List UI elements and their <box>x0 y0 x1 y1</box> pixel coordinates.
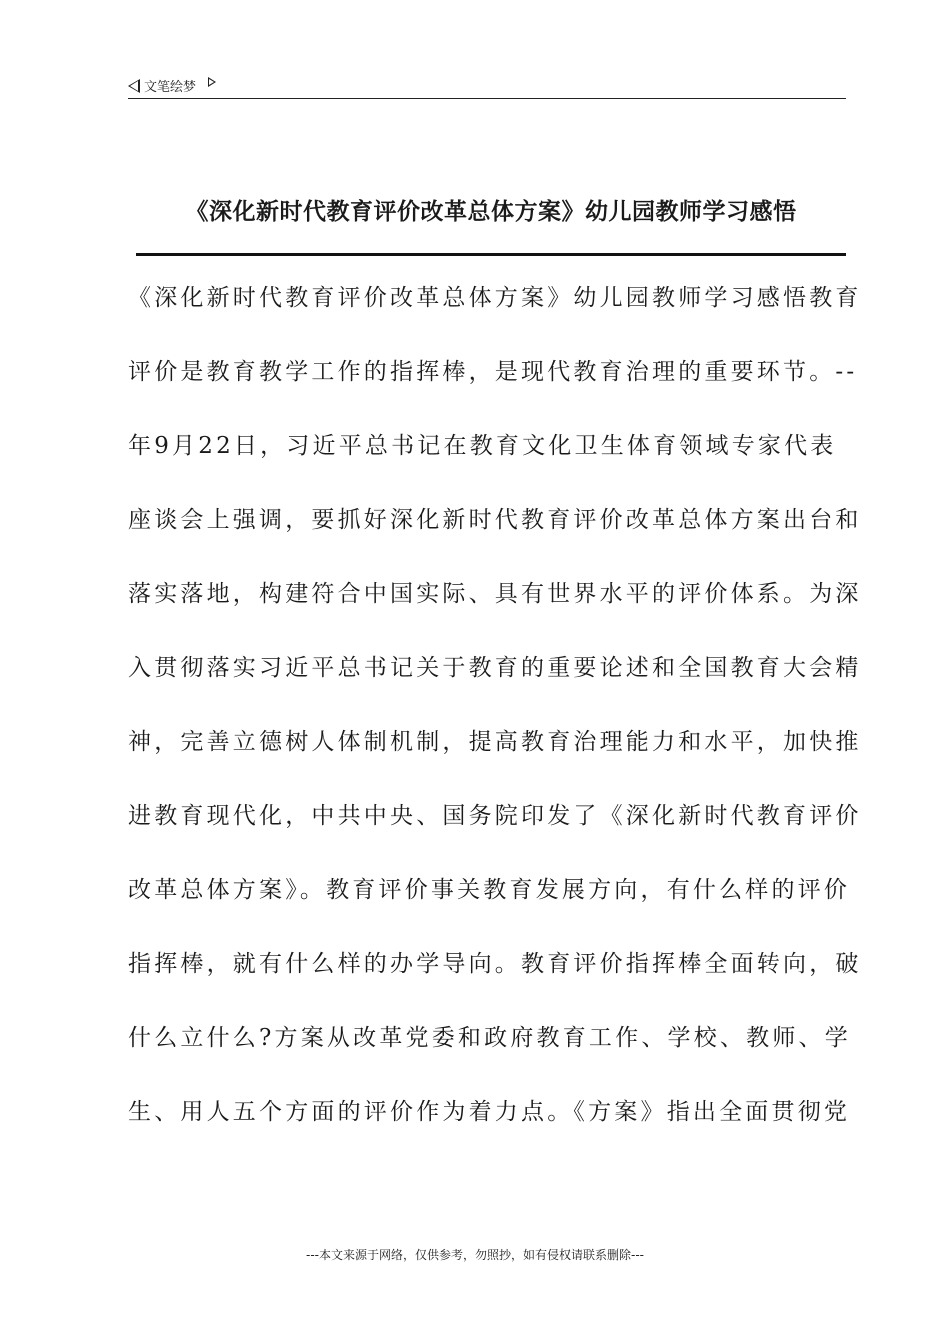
header-brand: 文笔绘梦 <box>144 80 197 95</box>
document-body <box>128 274 862 1162</box>
body-line: 改革总体方案》。教育评价事关教育发展方向，有什么样的评价 <box>128 877 851 903</box>
body-line: 座谈会上强调，要抓好深化新时代教育评价改革总体方案出台和 <box>128 507 862 533</box>
body-line: 神，完善立德树人体制机制，提高教育治理能力和水平，加快推 <box>128 729 862 755</box>
body-line: 进教育现代化，中共中央、国务院印发了《深化新时代教育评价 <box>128 803 862 829</box>
triangle-right-icon <box>208 77 216 87</box>
body-line: 生、用人五个方面的评价作为着力点。《方案》指出全面贯彻党 <box>128 1099 851 1125</box>
page-header <box>128 72 846 99</box>
body-line: 指挥棒，就有什么样的办学导向。教育评价指挥棒全面转向，破 <box>128 951 862 977</box>
body-line: 什么立什么?方案从改革党委和政府教育工作、学校、教师、学 <box>128 1025 851 1051</box>
title-divider <box>136 253 846 256</box>
body-line: 落实落地，构建符合中国实际、具有世界水平的评价体系。为深 <box>128 581 862 607</box>
body-line: 入贯彻落实习近平总书记关于教育的重要论述和全国教育大会精 <box>128 655 862 681</box>
body-line: 《深化新时代教育评价改革总体方案》幼儿园教师学习感悟教育 <box>128 285 862 311</box>
triangle-left-icon <box>128 79 140 93</box>
document-title: 《深化新时代教育评价改革总体方案》幼儿园教师学习感悟 <box>185 198 797 225</box>
body-line: 评价是教育教学工作的指挥棒，是现代教育治理的重要环节。-- <box>128 359 858 385</box>
body-line: 年9月22日，习近平总书记在教育文化卫生体育领域专家代表 <box>128 433 837 459</box>
footer-disclaimer: ---本文来源于网络，仅供参考，勿照抄，如有侵权请联系删除--- <box>306 1248 644 1262</box>
header-brand-group <box>128 76 216 95</box>
